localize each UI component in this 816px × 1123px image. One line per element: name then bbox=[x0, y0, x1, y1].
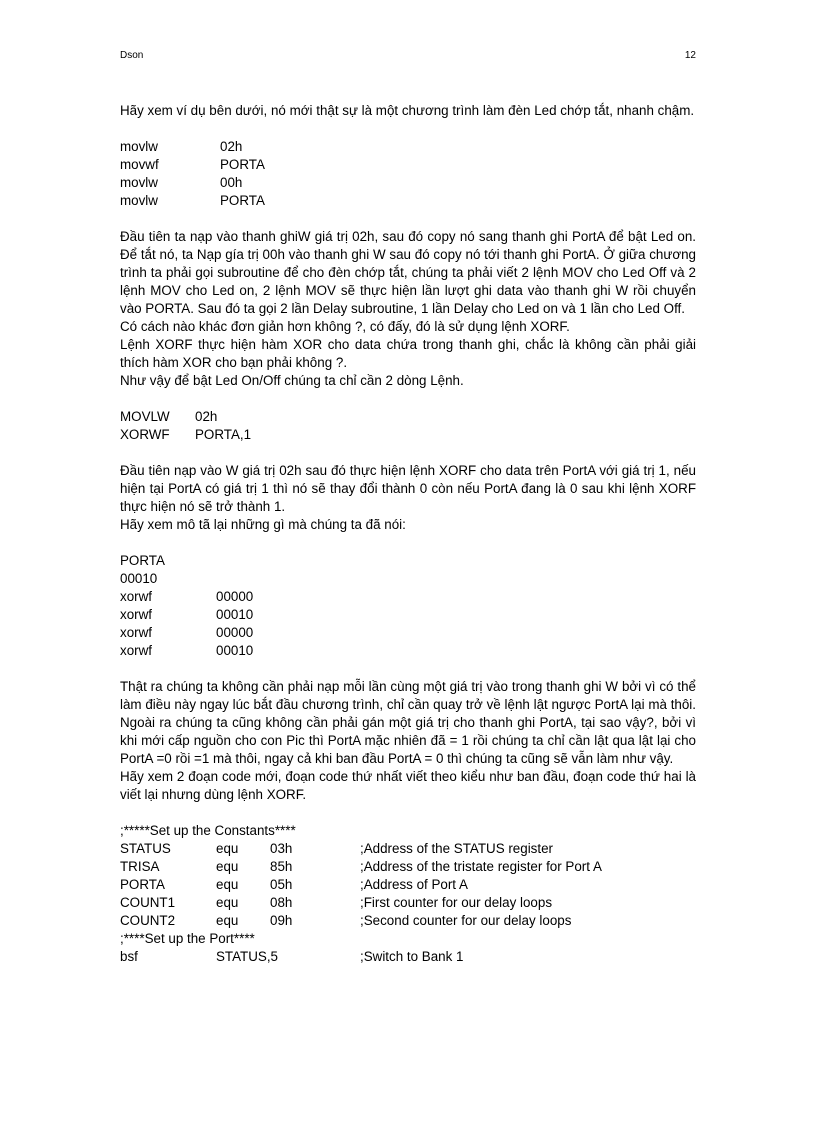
porta-initial-value: 00010 bbox=[120, 571, 158, 586]
constant-comment: ;Address of Port A bbox=[360, 877, 468, 892]
code-line bbox=[120, 156, 696, 174]
constant-comment: ;Address of the STATUS register bbox=[360, 841, 553, 856]
code-line bbox=[120, 624, 696, 642]
code-line bbox=[120, 192, 696, 210]
constant-row bbox=[120, 912, 696, 930]
code-op: XORWF bbox=[120, 427, 170, 442]
constant-comment: ;First counter for our delay loops bbox=[360, 895, 553, 910]
constant-row bbox=[120, 858, 696, 876]
constant-op: equ bbox=[216, 877, 239, 892]
instruction-op: bsf bbox=[120, 949, 138, 964]
constant-name: COUNT1 bbox=[120, 895, 176, 910]
code-op: xorwf bbox=[120, 589, 152, 604]
constant-comment: ;Address of the tristate register for Port A bbox=[360, 859, 602, 874]
code-arg: PORTA bbox=[220, 157, 265, 172]
code-op: MOVLW bbox=[120, 409, 170, 424]
instruction-arg: STATUS,5 bbox=[216, 949, 279, 964]
code-arg: PORTA bbox=[220, 193, 265, 208]
constant-op: equ bbox=[216, 859, 239, 874]
constant-name: STATUS bbox=[120, 841, 171, 856]
instruction-row bbox=[120, 948, 696, 966]
constant-op: equ bbox=[216, 841, 239, 856]
paragraph-6: Đầu tiên nạp vào W giá trị 02h sau đó thực hiện lệnh XORF cho data trên PortA với giá trị 1, nếu hiện tại PortA có giá trị 1 thì nó sẽ thay đổi thành 0 còn nếu PortA đang là 0 sau khi lệnh XORF thực hiện nó sẽ trở thành 1. bbox=[120, 463, 696, 514]
constant-value: 08h bbox=[270, 895, 293, 910]
paragraph-4: Lệnh XORF thực hiện hàm XOR cho data chứa trong thanh ghi, chắc là không cần phải giải thích hàm XOR cho bạn phải không ?. bbox=[120, 337, 696, 370]
listing-comment: ;*****Set up the Constants**** bbox=[120, 823, 296, 838]
code-op: movlw bbox=[120, 139, 158, 154]
code-line bbox=[120, 426, 696, 444]
header-author: Dson bbox=[120, 50, 144, 61]
code-block-1 bbox=[120, 138, 696, 210]
paragraph-5: Như vậy để bật Led On/Off chúng ta chỉ cần 2 dòng Lệnh. bbox=[120, 373, 464, 388]
code-op: xorwf bbox=[120, 643, 152, 658]
constant-row bbox=[120, 840, 696, 858]
constant-value: 03h bbox=[270, 841, 293, 856]
code-op: movlw bbox=[120, 175, 158, 190]
constant-name: TRISA bbox=[120, 859, 160, 874]
code-line bbox=[120, 408, 696, 426]
code-arg: 02h bbox=[195, 409, 218, 424]
code-line bbox=[120, 642, 696, 660]
constant-op: equ bbox=[216, 895, 239, 910]
constant-name: COUNT2 bbox=[120, 913, 176, 928]
constant-row bbox=[120, 894, 696, 912]
paragraph-9: Hãy xem 2 đoạn code mới, đoạn code thứ nhất viết theo kiểu như ban đầu, đoạn code thứ hai là viết lại nhưng dùng lệnh XORF. bbox=[120, 769, 696, 802]
code-arg: 00010 bbox=[216, 607, 254, 622]
code-line bbox=[120, 138, 696, 156]
page-header bbox=[120, 50, 696, 61]
code-arg: 00000 bbox=[216, 589, 254, 604]
listing-comment: ;****Set up the Port**** bbox=[120, 931, 255, 946]
code-arg: 02h bbox=[220, 139, 243, 154]
paragraph-2: Đầu tiên ta nạp vào thanh ghiW giá trị 02h, sau đó copy nó sang thanh ghi PortA để bật Led on. Để tắt nó, ta Nạp gía trị 00h vào thanh ghi W sau đó copy nó tới thanh ghi PortA. Ở giữa chương trình ta phải gọi subroutine để cho đèn chớp tắt, chúng ta phải viết 2 lệnh MOV cho Led Off và 2 lệnh MOV cho Led on, 2 lệnh MOV sẽ thực hiện lần lượt ghi data vào thanh ghi W rồi chuyển vào PORTA. Sau đó ta gọi 2 lần Delay subroutine, 1 lần Delay cho Led on và 1 lần cho Led Off. bbox=[120, 229, 696, 316]
page-number: 12 bbox=[684, 50, 696, 61]
code-arg: 00010 bbox=[216, 643, 254, 658]
constant-comment: ;Second counter for our delay loops bbox=[360, 913, 572, 928]
code-op: xorwf bbox=[120, 625, 152, 640]
porta-label: PORTA bbox=[120, 553, 165, 568]
constant-name: PORTA bbox=[120, 877, 165, 892]
constant-op: equ bbox=[216, 913, 239, 928]
instruction-comment: ;Switch to Bank 1 bbox=[360, 949, 464, 964]
paragraph-8: Thật ra chúng ta không cần phải nạp mỗi lần cùng một giá trị vào trong thanh ghi W bởi vì có thể làm điều này ngay lúc bắt đầu chương trình, chỉ cần quay trở về lệnh lật ngược PortA lại mà thôi. Ngoài ra chúng ta cũng không cần phải gán một giá trị cho thanh ghi PortA, tại sao vậy?, bởi vì khi mới cấp nguồn cho con Pic thì PortA mặc nhiên đã = 1 rồi chúng ta chỉ cần lật qua lật lại cho PortA =0 rồi =1 mà thôi, ngay cả khi ban đầu PortA = 0 thì chúng ta cũng sẽ vẫn làm như vậy. bbox=[120, 679, 696, 766]
code-op: xorwf bbox=[120, 607, 152, 622]
constant-value: 09h bbox=[270, 913, 293, 928]
code-block-2 bbox=[120, 408, 696, 444]
code-line bbox=[120, 174, 696, 192]
code-line bbox=[120, 606, 696, 624]
code-block-3 bbox=[120, 552, 696, 660]
code-arg: 00000 bbox=[216, 625, 254, 640]
code-op: movlw bbox=[120, 193, 158, 208]
paragraph-1: Hãy xem ví dụ bên dưới, nó mới thật sự là một chương trình làm đèn Led chớp tắt, nhanh chậm. bbox=[120, 103, 695, 118]
code-op: movwf bbox=[120, 157, 159, 172]
page-content bbox=[120, 102, 696, 966]
paragraph-3: Có cách nào khác đơn giản hơn không ?, có đấy, đó là sử dụng lệnh XORF. bbox=[120, 319, 570, 334]
assembly-listing bbox=[120, 822, 696, 966]
code-arg: 00h bbox=[220, 175, 243, 190]
constant-value: 85h bbox=[270, 859, 293, 874]
paragraph-7: Hãy xem mô tã lại những gì mà chúng ta đã nói: bbox=[120, 517, 406, 532]
code-arg: PORTA,1 bbox=[195, 427, 252, 442]
code-line bbox=[120, 588, 696, 606]
constant-row bbox=[120, 876, 696, 894]
constant-value: 05h bbox=[270, 877, 293, 892]
